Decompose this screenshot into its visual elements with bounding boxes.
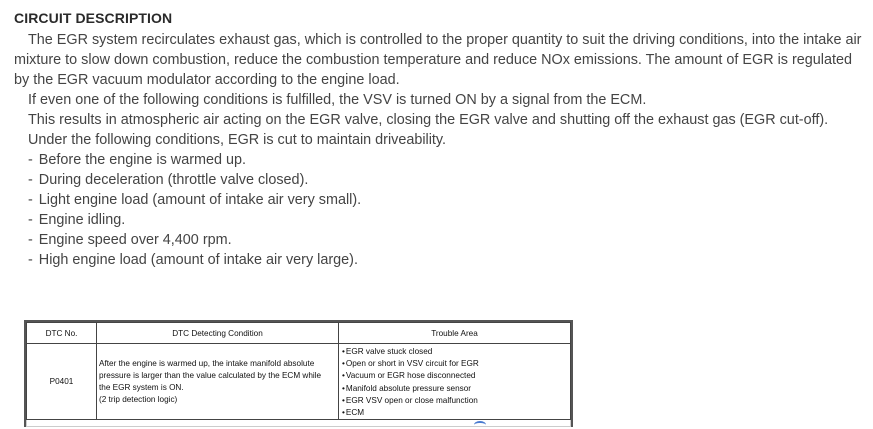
condition-line: (2 trip detection logic) <box>99 394 178 404</box>
header-trouble-area: Trouble Area <box>339 323 571 344</box>
bullet-dash: - <box>28 192 33 208</box>
section-title: CIRCUIT DESCRIPTION <box>14 10 173 26</box>
list-item <box>14 250 864 270</box>
bullet-dash: - <box>28 152 33 168</box>
condition-line: After the engine is warmed up, the intake manifold absolute <box>99 358 315 368</box>
paragraph-vsv-on: If even one of the following conditions is fulfilled, the VSV is turned ON by a signal from the ECM. <box>28 92 647 108</box>
condition-text: Before the engine is warmed up. <box>38 152 246 168</box>
table-header-row <box>27 323 571 344</box>
resize-handle[interactable] <box>474 421 486 429</box>
bullet-dash: - <box>28 172 33 188</box>
header-detecting-condition: DTC Detecting Condition <box>97 323 339 344</box>
condition-text: Engine speed over 4,400 rpm. <box>38 232 232 248</box>
list-item: • EGR VSV open or close malfunction <box>342 395 568 407</box>
condition-text: During deceleration (throttle valve closed). <box>38 172 309 188</box>
list-item: • EGR valve stuck closed <box>342 346 568 358</box>
condition-text: Light engine load (amount of intake air very small). <box>38 192 362 208</box>
bullet-dash: - <box>28 232 33 248</box>
paragraph-egr-cutoff: This results in atmospheric air acting on the EGR valve, closing the EGR valve and shutting off the exhaust gas (EGR cut-off). <box>28 112 829 128</box>
header-dtc-no: DTC No. <box>27 323 97 344</box>
detecting-condition-cell <box>97 344 339 420</box>
list-item: • Vacuum or EGR hose disconnected <box>342 370 568 382</box>
paragraph-conditions-intro: Under the following conditions, EGR is cut to maintain driveability. <box>28 132 447 148</box>
bullet-dash: - <box>28 252 33 268</box>
table-row <box>27 344 571 420</box>
list-item <box>14 210 864 230</box>
list-item <box>14 230 864 250</box>
list-item: • Manifold absolute pressure sensor <box>342 383 568 395</box>
trouble-area-cell <box>339 344 571 420</box>
condition-text: Engine idling. <box>38 212 126 228</box>
bullet-dash: - <box>28 212 33 228</box>
condition-line: pressure is larger than the value calculated by the ECM while <box>99 370 322 380</box>
paragraph-egr-overview: The EGR system recirculates exhaust gas, which is controlled to the proper quantity to suit the driving conditions, into the intake air mixture to slow down combustion, reduce the combustion temperature and reduce NOx emissions. The amount of EGR is regulated by the EGR vacuum modulator according to the engine load. <box>14 32 862 88</box>
dtc-table-image <box>24 320 573 427</box>
list-item <box>14 190 864 210</box>
dtc-code-cell: P0401 <box>27 344 97 420</box>
egr-cut-conditions-list <box>14 150 864 270</box>
circuit-description-body <box>14 30 864 270</box>
condition-text: High engine load (amount of intake air very large). <box>38 252 358 268</box>
list-item <box>14 170 864 190</box>
trouble-area-list <box>342 346 568 419</box>
dtc-table <box>26 322 571 420</box>
list-item: • ECM <box>342 407 568 419</box>
list-item <box>14 150 864 170</box>
condition-line: the EGR system is ON. <box>99 382 184 392</box>
list-item: • Open or short in VSV circuit for EGR <box>342 358 568 370</box>
